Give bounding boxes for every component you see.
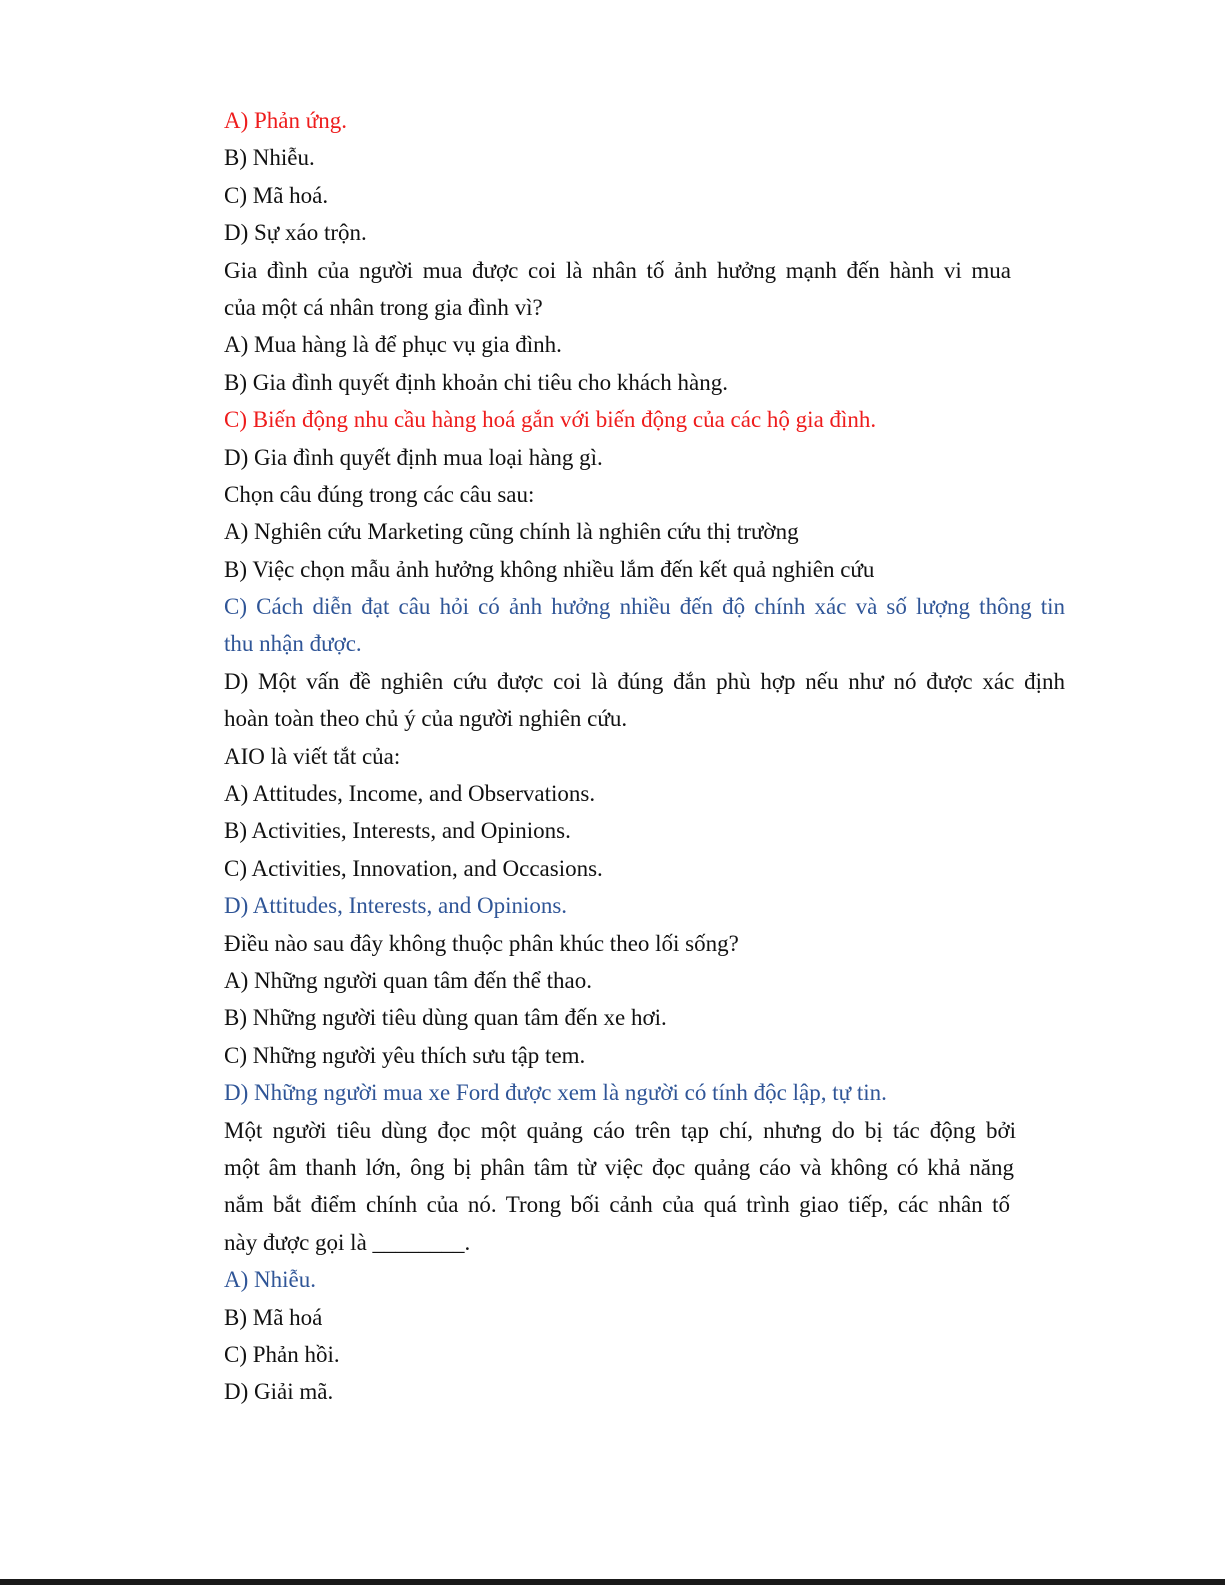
q6-option-c: C) Phản hồi. bbox=[224, 1341, 340, 1367]
q4-option-c: C) Activities, Innovation, and Occasions. bbox=[224, 855, 603, 881]
page-bottom-edge bbox=[0, 1579, 1225, 1585]
q1-option-a-correct: A) Phản ứng. bbox=[224, 108, 347, 133]
q2-question-line-1: Gia đình của người mua được coi là nhân tố ảnh hưởng mạnh đến hành vi mua bbox=[224, 257, 1011, 283]
q1-option-d: D) Sự xáo trộn. bbox=[224, 220, 367, 246]
q4-option-d-correct: D) Attitudes, Interests, and Opinions. bbox=[224, 893, 568, 919]
q2-question-line-2: của một cá nhân trong gia đình vì? bbox=[224, 294, 543, 320]
q5-option-a: A) Những người quan tâm đến thể thao. bbox=[224, 967, 592, 993]
q5-question: Điều nào sau đây không thuộc phân khúc theo lối sống? bbox=[224, 930, 739, 956]
q4-option-b: B) Activities, Interests, and Opinions. bbox=[224, 818, 571, 844]
q3-option-c-correct-line-1: C) Cách diễn đạt câu hỏi có ảnh hưởng nhiều đến độ chính xác và số lượng thông tin bbox=[224, 594, 1065, 620]
q3-option-d-line-1: D) Một vấn đề nghiên cứu được coi là đúng đắn phù hợp nếu như nó được xác định bbox=[224, 668, 1065, 694]
q6-question-line-2: một âm thanh lớn, ông bị phân tâm từ việc đọc quảng cáo và không có khả năng bbox=[224, 1154, 1014, 1180]
q3-option-d-line-2: hoàn toàn theo chủ ý của người nghiên cứu. bbox=[224, 706, 628, 732]
q5-option-c: C) Những người yêu thích sưu tập tem. bbox=[224, 1042, 586, 1068]
q6-option-d: D) Giải mã. bbox=[224, 1379, 334, 1405]
q3-option-b: B) Việc chọn mẫu ảnh hưởng không nhiều lắm đến kết quả nghiên cứu bbox=[224, 556, 875, 582]
q2-option-b: B) Gia đình quyết định khoản chi tiêu cho khách hàng. bbox=[224, 369, 728, 395]
q6-question-line-1: Một người tiêu dùng đọc một quảng cáo trên tạp chí, nhưng do bị tác động bởi bbox=[224, 1117, 1016, 1143]
q1-option-c: C) Mã hoá. bbox=[224, 182, 329, 208]
q1-option-b: B) Nhiễu. bbox=[224, 145, 315, 171]
q6-question-line-3: nắm bắt điểm chính của nó. Trong bối cảnh của quá trình giao tiếp, các nhân tố bbox=[224, 1192, 1010, 1218]
q6-option-a-correct: A) Nhiễu. bbox=[224, 1267, 316, 1293]
q3-question: Chọn câu đúng trong các câu sau: bbox=[224, 481, 535, 507]
q5-option-b: B) Những người tiêu dùng quan tâm đến xe hơi. bbox=[224, 1005, 667, 1031]
q6-option-b: B) Mã hoá bbox=[224, 1304, 323, 1330]
q6-question-line-4: này được gọi là ________. bbox=[224, 1229, 471, 1255]
q2-option-a: A) Mua hàng là để phục vụ gia đình. bbox=[224, 332, 562, 358]
document-page bbox=[224, 102, 1069, 1411]
q4-option-a: A) Attitudes, Income, and Observations. bbox=[224, 781, 596, 807]
q4-question: AIO là viết tắt của: bbox=[224, 743, 401, 769]
q2-option-c-correct: C) Biến động nhu cầu hàng hoá gắn với biến động của các hộ gia đình. bbox=[224, 407, 877, 433]
q2-option-d: D) Gia đình quyết định mua loại hàng gì. bbox=[224, 444, 603, 470]
q3-option-c-correct-line-2: thu nhận được. bbox=[224, 631, 362, 657]
q5-option-d-correct: D) Những người mua xe Ford được xem là người có tính độc lập, tự tin. bbox=[224, 1080, 887, 1106]
q3-option-a: A) Nghiên cứu Marketing cũng chính là nghiên cứu thị trường bbox=[224, 519, 799, 545]
